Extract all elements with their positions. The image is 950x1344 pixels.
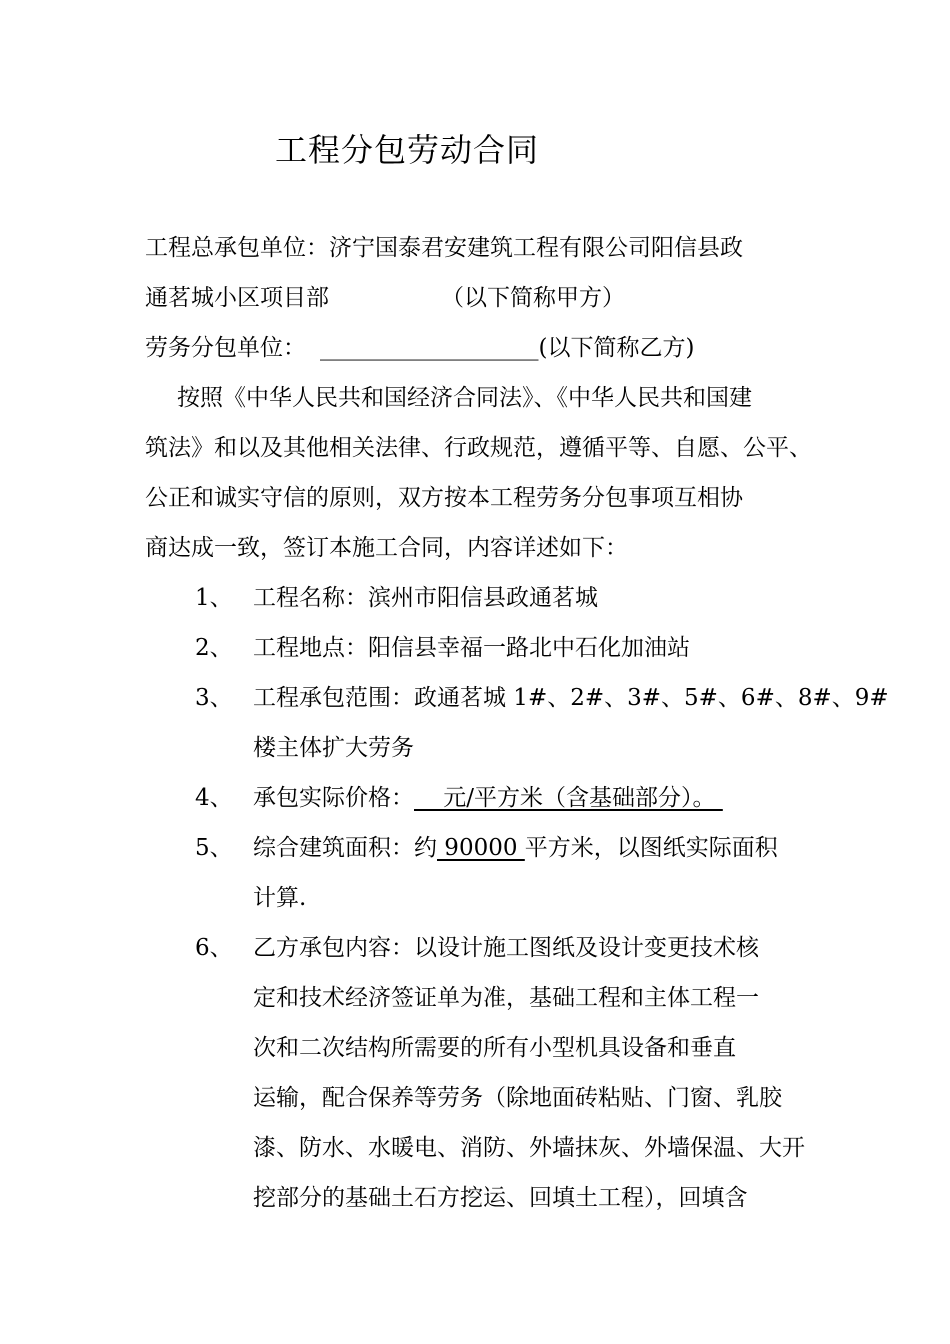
item-2-number: 2、 [195, 635, 233, 661]
party-a-suffix: （以下简称甲方） [441, 285, 625, 311]
item-6-text-line-5: 漆、防水、水暖电、消防、外墙抹灰、外墙保温、大开 [253, 1135, 805, 1161]
item-5-after: 平方米，以图纸实际面积 [524, 835, 778, 861]
party-b-blank: ___________________ [320, 335, 539, 361]
item-6-text-line-3: 次和二次结构所需要的所有小型机具设备和垂直 [253, 1035, 736, 1061]
item-1-text: 工程名称：滨州市阳信县政通茗城 [253, 585, 598, 611]
intro-line-2: 筑法》和以及其他相关法律、行政规范，遵循平等、自愿、公平、 [145, 435, 812, 461]
item-3-text-line-1: 工程承包范围：政通茗城 1#、2#、3#、5#、6#、8#、9# [253, 685, 889, 711]
party-a-line-1: 工程总承包单位：济宁国泰君安建筑工程有限公司阳信县政 [145, 235, 743, 261]
item-5-number: 5、 [195, 835, 233, 861]
intro-line-3: 公正和诚实守信的原则，双方按本工程劳务分包事项互相协 [145, 485, 743, 511]
item-6-text-line-2: 定和技术经济签证单为准，基础工程和主体工程一 [253, 985, 759, 1011]
party-a-line-2 [145, 282, 625, 314]
item-1-number: 1、 [195, 585, 233, 611]
item-6-text-line-4: 运输，配合保养等劳务（除地面砖粘贴、门窗、乳胶 [253, 1085, 782, 1111]
party-b-suffix: (以下简称乙方) [538, 335, 695, 361]
item-4-number: 4、 [195, 785, 233, 811]
item-6-number: 6、 [195, 935, 233, 961]
party-b-line [145, 332, 694, 364]
item-4-label: 承包实际价格： [253, 785, 414, 811]
item-5-text-line-1 [253, 832, 778, 864]
intro-line-1: 按照《中华人民共和国经济合同法》、《中华人民共和国建 [177, 385, 752, 411]
party-a-project-name: 通茗城小区项目部 [145, 285, 329, 311]
item-5-label: 综合建筑面积：约 [253, 835, 437, 861]
item-4-text [253, 782, 723, 814]
intro-line-4: 商达成一致，签订本施工合同，内容详述如下： [145, 535, 628, 561]
document-title: 工程分包劳动合同 [275, 131, 540, 169]
item-3-text-line-2: 楼主体扩大劳务 [253, 735, 414, 761]
item-4-price: 元/平方米（含基础部分）。 [414, 785, 723, 811]
item-5-area-value: 90000 [437, 835, 525, 861]
item-3-number: 3、 [195, 685, 233, 711]
item-5-text-line-2: 计算. [253, 885, 307, 911]
item-6-text-line-6: 挖部分的基础土石方挖运、回填土工程），回填含 [253, 1185, 748, 1211]
item-2-text: 工程地点：阳信县幸福一路北中石化加油站 [253, 635, 690, 661]
party-b-label: 劳务分包单位： [145, 335, 306, 361]
item-6-text-line-1: 乙方承包内容：以设计施工图纸及设计变更技术核 [253, 935, 759, 961]
